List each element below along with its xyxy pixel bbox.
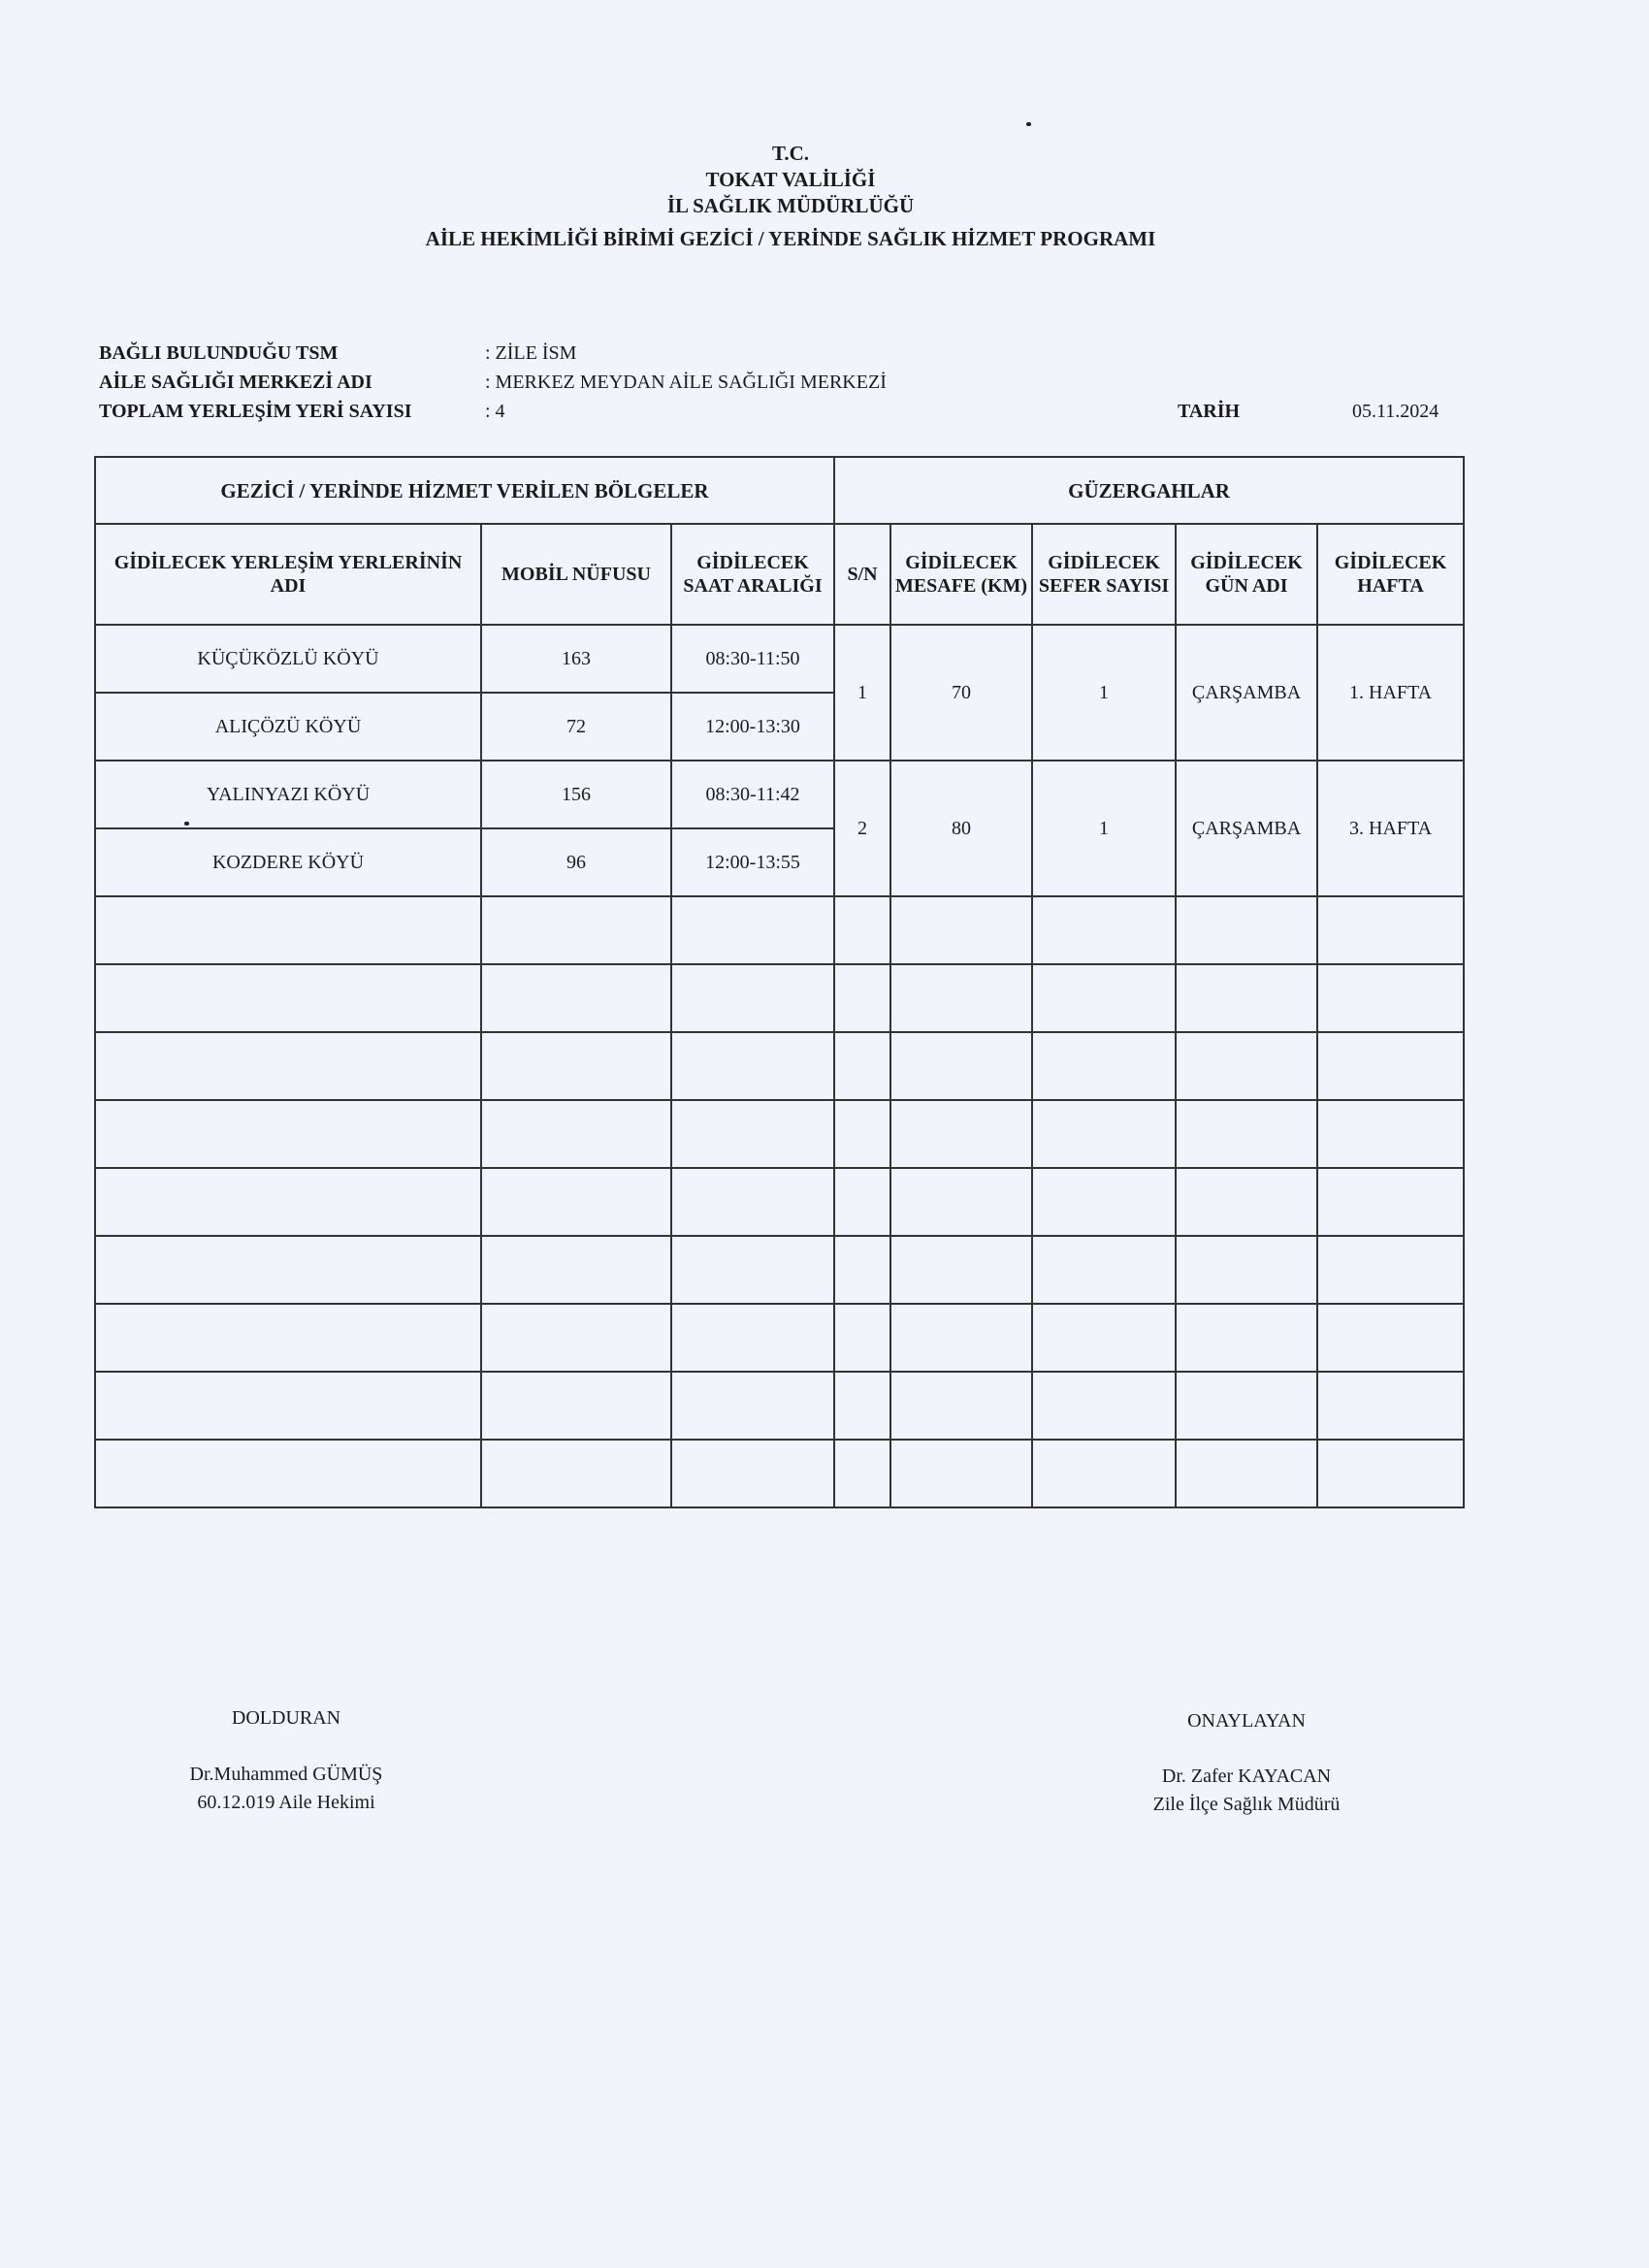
cell-sn: 1 [834, 625, 890, 761]
table-row [95, 761, 1464, 828]
empty-row [95, 1440, 1464, 1507]
scan-speck [184, 822, 189, 826]
header-valilik: TOKAT VALİLİĞİ [705, 168, 876, 191]
date-value: 05.11.2024 [1352, 401, 1439, 422]
asm-value: : MERKEZ MEYDAN AİLE SAĞLIĞI MERKEZİ [485, 372, 887, 393]
col-header-nufus: MOBİL NÜFUSU [481, 524, 671, 625]
empty-row [95, 1100, 1464, 1168]
cell-hafta: 3. HAFTA [1317, 761, 1464, 896]
approved-by-role: Zile İlçe Sağlık Müdürü [1152, 1794, 1341, 1815]
empty-row [95, 1032, 1464, 1100]
empty-row [95, 896, 1464, 964]
program-table [94, 456, 1465, 1508]
cell-saat: 08:30-11:42 [671, 761, 834, 828]
cell-saat: 12:00-13:30 [671, 693, 834, 761]
col-header-mesafe: GİDİLECEK MESAFE (KM) [890, 524, 1032, 625]
column-header-row [95, 524, 1464, 625]
date-label: TARİH [1178, 401, 1241, 422]
cell-gun: ÇARŞAMBA [1176, 625, 1317, 761]
empty-row [95, 964, 1464, 1032]
total-value: : 4 [485, 401, 505, 422]
document-title: AİLE HEKİMLİĞİ BİRİMİ GEZİCİ / YERİNDE SAĞLIK HİZMET PROGRAMI [425, 227, 1156, 250]
group-left-title: GEZİCİ / YERİNDE HİZMET VERİLEN BÖLGELER [95, 457, 834, 524]
cell-yer: KÜÇÜKÖZLÜ KÖYÜ [95, 625, 481, 693]
tsm-label: BAĞLI BULUNDUĞU TSM [99, 342, 339, 364]
tsm-value: : ZİLE İSM [485, 342, 577, 364]
cell-gun: ÇARŞAMBA [1176, 761, 1317, 896]
cell-saat: 08:30-11:50 [671, 625, 834, 693]
header-tc: T.C. [771, 142, 810, 165]
filled-by-title: DOLDURAN [231, 1707, 341, 1729]
header-mudurluk: İL SAĞLIK MÜDÜRLÜĞÜ [666, 194, 915, 217]
group-header-row [95, 457, 1464, 524]
asm-label: AİLE SAĞLIĞI MERKEZİ ADI [99, 372, 372, 393]
col-header-saat: GİDİLECEK SAAT ARALIĞI [671, 524, 834, 625]
cell-sefer: 1 [1032, 761, 1176, 896]
cell-saat: 12:00-13:55 [671, 828, 834, 896]
col-header-sn: S/N [834, 524, 890, 625]
cell-nufus: 163 [481, 625, 671, 693]
filled-by-name: Dr.Muhammed GÜMÜŞ [189, 1764, 383, 1785]
col-header-yer: GİDİLECEK YERLEŞİM YERLERİNİN ADI [95, 524, 481, 625]
cell-sn: 2 [834, 761, 890, 896]
cell-nufus: 156 [481, 761, 671, 828]
cell-nufus: 96 [481, 828, 671, 896]
cell-hafta: 1. HAFTA [1317, 625, 1464, 761]
table-row [95, 625, 1464, 693]
cell-mesafe: 70 [890, 625, 1032, 761]
col-header-hafta: GİDİLECEK HAFTA [1317, 524, 1464, 625]
empty-row [95, 1236, 1464, 1304]
empty-row [95, 1168, 1464, 1236]
scan-speck [1026, 122, 1031, 126]
total-label: TOPLAM YERLEŞİM YERİ SAYISI [99, 401, 412, 422]
approved-by-title: ONAYLAYAN [1187, 1710, 1306, 1732]
group-right-title: GÜZERGAHLAR [834, 457, 1464, 524]
empty-row [95, 1372, 1464, 1440]
cell-sefer: 1 [1032, 625, 1176, 761]
cell-yer: KOZDERE KÖYÜ [95, 828, 481, 896]
col-header-gun: GİDİLECEK GÜN ADI [1176, 524, 1317, 625]
empty-row [95, 1304, 1464, 1372]
cell-nufus: 72 [481, 693, 671, 761]
col-header-sefer: GİDİLECEK SEFER SAYISI [1032, 524, 1176, 625]
approved-by-name: Dr. Zafer KAYACAN [1161, 1766, 1332, 1787]
cell-yer: YALINYAZI KÖYÜ [95, 761, 481, 828]
cell-mesafe: 80 [890, 761, 1032, 896]
cell-yer: ALIÇÖZÜ KÖYÜ [95, 693, 481, 761]
filled-by-role: 60.12.019 Aile Hekimi [197, 1792, 375, 1813]
